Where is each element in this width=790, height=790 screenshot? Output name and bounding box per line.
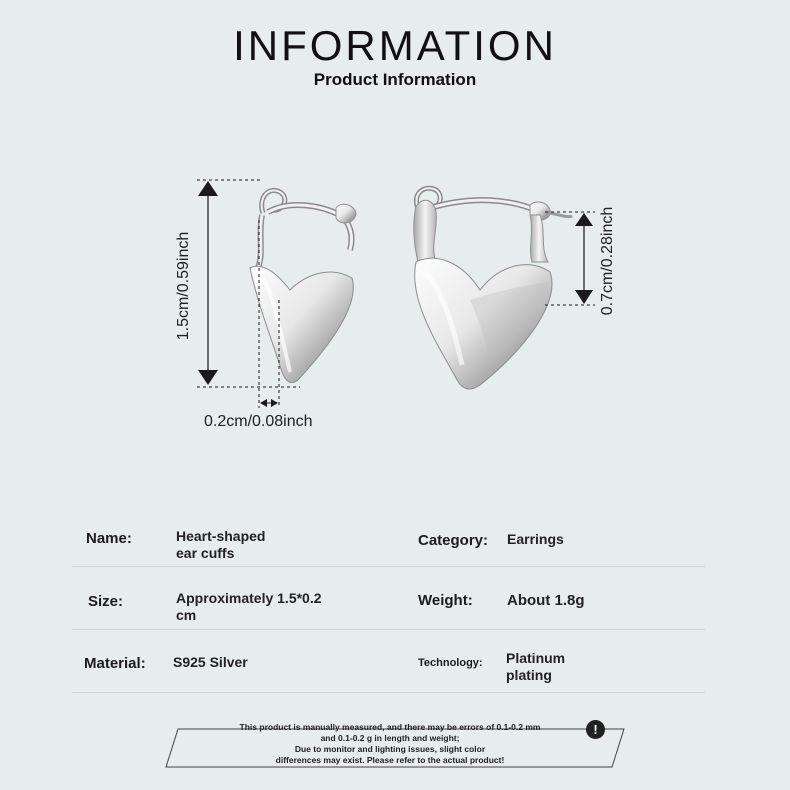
- row-divider: [72, 566, 705, 567]
- disclaimer-line3: Due to monitor and lighting issues, slight color: [294, 744, 486, 754]
- disclaimer-text: [210, 722, 570, 766]
- size-value: [176, 590, 322, 624]
- weight-label: Weight:: [418, 592, 473, 609]
- earring-front-view: [414, 188, 572, 389]
- technology-value: [506, 650, 565, 684]
- technology-value-line2: plating: [506, 667, 552, 683]
- name-value-line2: ear cuffs: [176, 545, 235, 561]
- category-value: Earrings: [507, 531, 564, 547]
- size-label: Size:: [88, 593, 124, 610]
- material-label: Material:: [84, 655, 146, 672]
- page-subtitle: Product Information: [313, 70, 477, 89]
- width-label: 0.2cm/0.08inch: [204, 413, 313, 430]
- inner-height-label: 0.7cm/0.28inch: [599, 206, 616, 316]
- warning-icon: !: [586, 720, 605, 739]
- earring-side-view: [250, 190, 356, 382]
- row-divider: [72, 629, 705, 630]
- height-label: 1.5cm/0.59inch: [175, 231, 192, 341]
- row-divider: [72, 692, 705, 693]
- weight-value: About 1.8g: [507, 592, 585, 609]
- disclaimer-line4: differences may exist. Please refer to the actual product!: [275, 755, 505, 765]
- technology-label: Technology:: [418, 657, 483, 669]
- name-value-line1: Heart-shaped: [176, 528, 266, 544]
- disclaimer-line2: and 0.1-0.2 g in length and weight;: [320, 733, 460, 743]
- name-label: Name:: [86, 530, 132, 547]
- page-title: INFORMATION: [233, 22, 557, 69]
- category-label: Category:: [418, 532, 489, 549]
- disclaimer-line1: This product is manually measured, and there may be errors of 0.1-0.2 mm: [239, 722, 541, 732]
- technology-value-line1: Platinum: [506, 650, 566, 666]
- size-value-line1: Approximately 1.5*0.2: [176, 590, 322, 606]
- size-value-line2: cm: [176, 607, 197, 623]
- inner-height-dimension: [545, 212, 595, 305]
- name-value: [176, 528, 265, 562]
- material-value: S925 Silver: [173, 654, 248, 670]
